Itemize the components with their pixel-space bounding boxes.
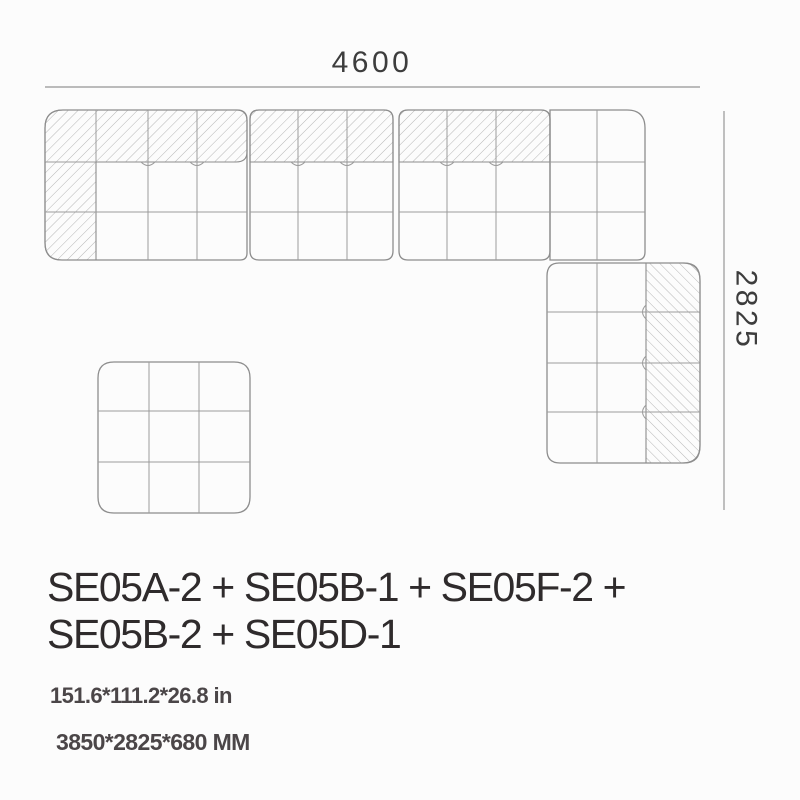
width-dimension [45, 46, 700, 87]
product-title [47, 564, 625, 658]
dimensions-mm: 3850*2825*680 MM [56, 729, 250, 755]
width-dimension-label: 4600 [331, 46, 413, 79]
armless-module-2-hatch [399, 110, 550, 162]
height-dimension [724, 111, 763, 510]
ottoman-module-outline [98, 362, 250, 513]
height-dimension-label: 2825 [729, 269, 763, 351]
seam-lines [45, 110, 700, 513]
product-title-line1: SE05A-2 + SE05B-1 + SE05F-2 + [47, 564, 626, 610]
sofa-main-row [45, 110, 645, 260]
armless-module-1-hatch [250, 110, 393, 162]
dimensions-inches: 151.6*111.2*26.8 in [50, 683, 232, 708]
left-arm-module-hatch [45, 110, 247, 260]
product-title-line2: SE05B-2 + SE05D-1 [47, 611, 401, 657]
